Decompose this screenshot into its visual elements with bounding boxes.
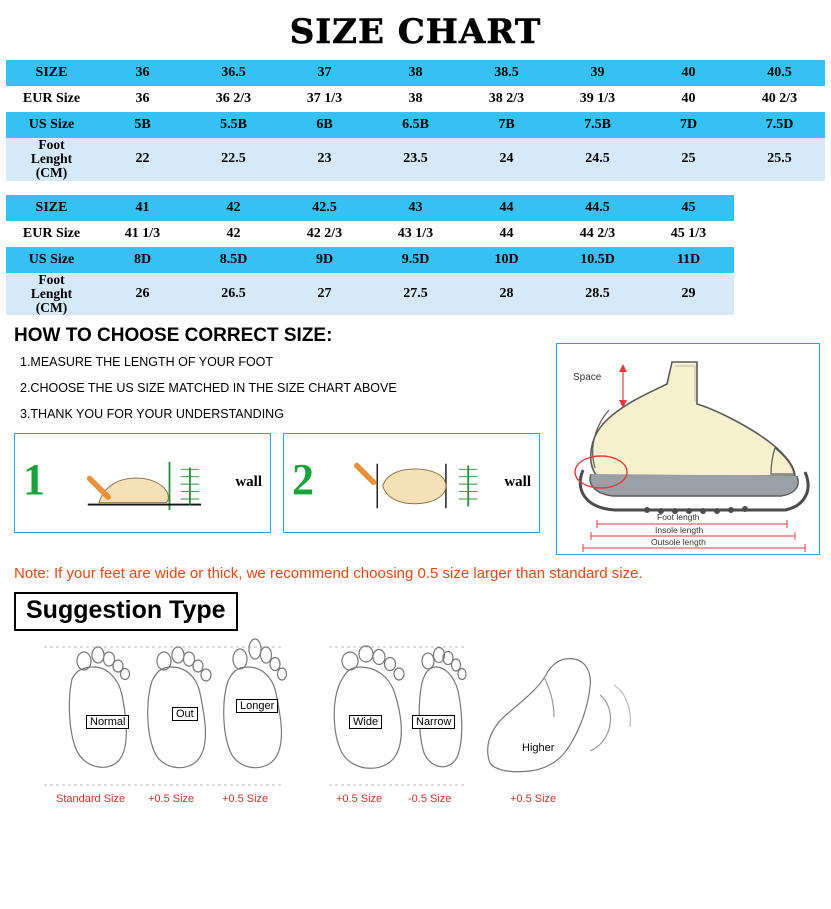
- foot-type-label-narrow: Narrow: [412, 715, 455, 729]
- table-cell: 9.5D: [370, 247, 461, 273]
- row-label: SIZE: [6, 195, 97, 221]
- table-cell: 25.5: [734, 138, 825, 181]
- row-label-line: Foot: [38, 271, 65, 287]
- table-cell: 7.5D: [734, 112, 825, 138]
- table-cell: 28: [461, 273, 552, 316]
- foot-type-label-wide: Wide: [349, 715, 382, 729]
- table-cell: 44: [461, 195, 552, 221]
- table-cell: 25: [643, 138, 734, 181]
- size-note: Note: If your feet are wide or thick, we recommend choosing 0.5 size larger than standard size.: [14, 565, 643, 583]
- table-cell: 40: [643, 60, 734, 86]
- measure-step-2-diagram: [283, 433, 540, 533]
- table-cell: 22.5: [188, 138, 279, 181]
- table-row: [6, 221, 825, 247]
- table-cell: 43: [370, 195, 461, 221]
- table-cell: 7B: [461, 112, 552, 138]
- foot-type-label-normal: Normal: [86, 715, 129, 729]
- row-label-line: Lenght: [30, 151, 73, 167]
- row-label-line: (CM): [35, 299, 68, 315]
- table-cell: 39 1/3: [552, 86, 643, 112]
- table-cell: 7.5B: [552, 112, 643, 138]
- outsole-length-caption: Outsole length: [651, 537, 706, 548]
- table-cell: 44: [461, 221, 552, 247]
- row-label: EUR Size: [6, 221, 97, 247]
- table-cell: 9D: [279, 247, 370, 273]
- table-cell-empty: [734, 247, 825, 273]
- table-cell: 24: [461, 138, 552, 181]
- table-cell: 40 2/3: [734, 86, 825, 112]
- table-cell: 10D: [461, 247, 552, 273]
- table-cell: 39: [552, 60, 643, 86]
- table-cell: 45: [643, 195, 734, 221]
- wall-label-1: wall: [235, 474, 262, 491]
- table-cell-empty: [734, 221, 825, 247]
- step-number-2: 2: [292, 455, 314, 505]
- table-cell: 43 1/3: [370, 221, 461, 247]
- foot-type-label-longer: Longer: [236, 699, 278, 713]
- foot-type-illustrations: [14, 637, 831, 807]
- table-cell: 36.5: [188, 60, 279, 86]
- table-cell: 41 1/3: [97, 221, 188, 247]
- table-cell: 42.5: [279, 195, 370, 221]
- table-cell: 40.5: [734, 60, 825, 86]
- row-label-line: (CM): [35, 165, 68, 181]
- table-cell: 28.5: [552, 273, 643, 316]
- table-row: [6, 273, 825, 316]
- table-cell: 29: [643, 273, 734, 316]
- foot-size-note-out: +0.5 Size: [148, 793, 195, 806]
- table-cell: 11D: [643, 247, 734, 273]
- table-cell: 27: [279, 273, 370, 316]
- table-row: [6, 247, 825, 273]
- table-cell-empty: [734, 273, 825, 316]
- suggestion-title: Suggestion Type: [14, 592, 238, 631]
- table-cell: 5.5B: [188, 112, 279, 138]
- table-cell: 26: [97, 273, 188, 316]
- table-cell: 42: [188, 195, 279, 221]
- how-to-step: 2.CHOOSE THE US SIZE MATCHED IN THE SIZE CHART ABOVE: [20, 381, 397, 396]
- table-cell: 42: [188, 221, 279, 247]
- table-cell: 44 2/3: [552, 221, 643, 247]
- size-table-eu41-45: [6, 195, 825, 316]
- space-label: Space: [573, 372, 602, 384]
- table-cell: 27.5: [370, 273, 461, 316]
- table-cell: 8.5D: [188, 247, 279, 273]
- table-cell: 36 2/3: [188, 86, 279, 112]
- foot-top-illustration-2: [344, 460, 494, 512]
- table-row: [6, 112, 825, 138]
- table-cell: 23: [279, 138, 370, 181]
- table-cell: 6B: [279, 112, 370, 138]
- table-cell: 22: [97, 138, 188, 181]
- foot-side-illustration-1: [75, 460, 225, 512]
- table-cell: 42 2/3: [279, 221, 370, 247]
- table-cell: 23.5: [370, 138, 461, 181]
- suggestion-section: [14, 592, 831, 807]
- size-table-eu36-40: [6, 60, 825, 181]
- table-cell-empty: [734, 195, 825, 221]
- table-cell: 5B: [97, 112, 188, 138]
- shoe-cross-section-diagram: [556, 343, 820, 555]
- row-label-line: Foot: [38, 137, 65, 152]
- foot-size-note-higher: +0.5 Size: [510, 793, 557, 806]
- table-cell: 7D: [643, 112, 734, 138]
- table-cell: 41: [97, 195, 188, 221]
- table-cell: 37: [279, 60, 370, 86]
- table-cell: 8D: [97, 247, 188, 273]
- table-cell: 38: [370, 86, 461, 112]
- foot-size-note-narrow: -0.5 Size: [408, 793, 452, 806]
- table-row: [6, 138, 825, 181]
- foot-size-note-normal: Standard Size: [56, 793, 126, 806]
- row-label: [6, 273, 97, 316]
- foot-length-caption: Foot length: [657, 512, 700, 523]
- table-row: [6, 86, 825, 112]
- table-row: [6, 195, 825, 221]
- row-label: [6, 138, 97, 181]
- foot-type-label-higher: Higher: [522, 742, 555, 755]
- table-cell: 44.5: [552, 195, 643, 221]
- how-to-step: 3.THANK YOU FOR YOUR UNDERSTANDING: [20, 407, 284, 422]
- table-cell: 6.5B: [370, 112, 461, 138]
- table-cell: 36: [97, 86, 188, 112]
- insole-length-caption: Insole length: [655, 525, 704, 536]
- foot-size-note-longer: +0.5 Size: [222, 793, 269, 806]
- table-cell: 36: [97, 60, 188, 86]
- table-cell: 24.5: [552, 138, 643, 181]
- table-cell: 40: [643, 86, 734, 112]
- table-cell: 37 1/3: [279, 86, 370, 112]
- measure-step-1-diagram: [14, 433, 271, 533]
- table-cell: 10.5D: [552, 247, 643, 273]
- wall-label-2: wall: [504, 474, 531, 491]
- table-cell: 38 2/3: [461, 86, 552, 112]
- table-spacer: [0, 181, 831, 195]
- foot-type-label-out: Out: [172, 707, 198, 721]
- table-row: [6, 60, 825, 86]
- how-to-heading: HOW TO CHOOSE CORRECT SIZE:: [14, 325, 333, 347]
- row-label: US Size: [6, 247, 97, 273]
- row-label: EUR Size: [6, 86, 97, 112]
- table-cell: 38: [370, 60, 461, 86]
- foot-size-note-wide: +0.5 Size: [336, 793, 383, 806]
- row-label: US Size: [6, 112, 97, 138]
- how-to-step: 1.MEASURE THE LENGTH OF YOUR FOOT: [20, 355, 274, 370]
- page-title: SIZE CHART: [289, 12, 542, 52]
- table-cell: 38.5: [461, 60, 552, 86]
- row-label: SIZE: [6, 60, 97, 86]
- step-number-1: 1: [23, 455, 45, 505]
- row-label-line: Lenght: [30, 285, 73, 301]
- table-cell: 26.5: [188, 273, 279, 316]
- table-cell: 45 1/3: [643, 221, 734, 247]
